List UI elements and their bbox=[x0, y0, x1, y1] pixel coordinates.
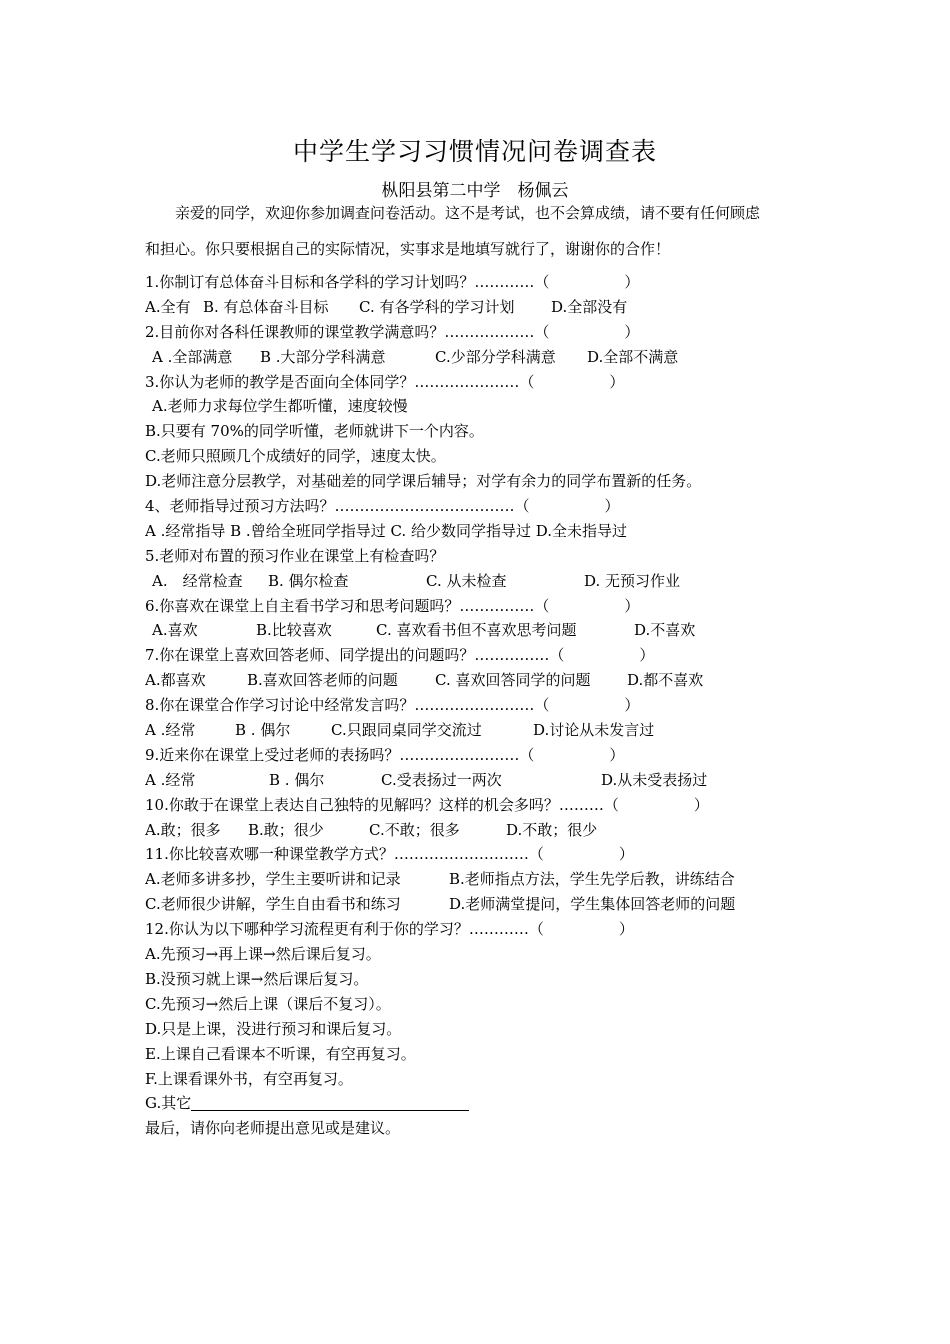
option-c: C. 有各学科的学习计划 bbox=[359, 297, 515, 316]
option-b: B. 有总体奋斗目标 bbox=[203, 297, 329, 316]
question-10: 10.你敢于在课堂上表达自己独特的见解吗？这样的机会多吗？………（ ） bbox=[145, 795, 709, 814]
question-9-options bbox=[145, 768, 825, 793]
question-2: 2.目前你对各科任课教师的课堂教学满意吗？………………（ ） bbox=[145, 322, 640, 341]
question-3-option-d: D.老师注意分层教学，对基础差的同学课后辅导；对学有余力的同学布置新的任务。 bbox=[145, 472, 702, 491]
option-c: C. 喜欢回答同学的问题 bbox=[435, 671, 591, 690]
question-9: 9.近来你在课堂上受过老师的表扬吗？……………………（ ） bbox=[145, 745, 625, 764]
question-3-option-b: B.只要有 70%的同学听懂，老师就讲下一个内容。 bbox=[145, 422, 484, 441]
question-1: 1.你制订有总体奋斗目标和各学科的学习计划吗？…………（ ） bbox=[145, 273, 640, 291]
option-a: A.全有 bbox=[145, 297, 191, 316]
option-d: D.全部没有 bbox=[551, 297, 628, 316]
question-12-option-f: F.上课看课外书，有空再复习。 bbox=[145, 1069, 353, 1088]
option-b: B. 偶尔检查 bbox=[268, 571, 349, 590]
question-7: 7.你在课堂上喜欢回答老师、同学提出的问题吗？……………（ ） bbox=[145, 646, 655, 665]
option-d: D.讨论从未发言过 bbox=[533, 721, 655, 740]
option-a: A.老师多讲多抄，学生主要听讲和记录 bbox=[145, 870, 401, 889]
option-b: B.敢；很少 bbox=[248, 820, 324, 839]
question-12-option-d: D.只是上课，没进行预习和课后复习。 bbox=[145, 1019, 402, 1038]
closing-line: 最后，请你向老师提出意见或是建议。 bbox=[145, 1119, 401, 1138]
option-c: C. 喜欢看书但不喜欢思考问题 bbox=[376, 621, 577, 640]
option-c: C. 从未检查 bbox=[426, 571, 507, 590]
option-d: D.不喜欢 bbox=[634, 621, 696, 640]
option-g-label: G.其它 bbox=[145, 1094, 192, 1113]
option-c: C.只跟同桌同学交流过 bbox=[331, 721, 482, 740]
intro-paragraph-line-2: 和担心。你只要根据自己的实际情况，实事求是地填写就行了，谢谢你的合作！ bbox=[145, 240, 671, 258]
option-c: C.少部分学科满意 bbox=[435, 347, 556, 366]
question-6: 6.你喜欢在课堂上自主看书学习和思考问题吗？……………（ ） bbox=[145, 596, 640, 615]
question-4-options: A .经常指导 B .曾给全班同学指导过 C. 给少数同学指导过 D.全未指导过 bbox=[145, 521, 627, 540]
author-line: 枞阳县第二中学 杨佩云 bbox=[381, 181, 569, 201]
question-8: 8.你在课堂合作学习讨论中经常发言吗？……………………（ ） bbox=[145, 696, 640, 715]
option-d: D.从未受表扬过 bbox=[601, 770, 708, 789]
question-list bbox=[145, 270, 825, 1141]
option-b: B.比较喜欢 bbox=[256, 621, 332, 640]
fill-in-blank[interactable] bbox=[191, 1094, 469, 1111]
page-title: 中学生学习习惯情况问卷调查表 bbox=[292, 137, 657, 166]
question-12-option-e: E.上课自己看课本不听课，有空再复习。 bbox=[145, 1044, 416, 1063]
question-10-options bbox=[145, 818, 825, 843]
option-a: A.都喜欢 bbox=[145, 671, 206, 690]
question-12: 12.你认为以下哪种学习流程更有利于你的学习？…………（ ） bbox=[145, 920, 634, 939]
option-d: D.全部不满意 bbox=[587, 347, 679, 366]
option-a: A.喜欢 bbox=[152, 621, 198, 640]
question-5: 5.老师对布置的预习作业在课堂上有检查吗？ bbox=[145, 546, 445, 565]
option-d: D.不敢；很少 bbox=[506, 820, 598, 839]
option-c: C.不敢；很多 bbox=[369, 820, 460, 839]
question-11-options-row-2 bbox=[145, 892, 825, 917]
question-5-options bbox=[145, 569, 825, 594]
question-11: 11.你比较喜欢哪一种课堂教学方式？………………………（ ） bbox=[145, 845, 634, 864]
question-3: 3.你认为老师的教学是否面向全体同学？…………………（ ） bbox=[145, 372, 625, 391]
option-a: A.敢；很多 bbox=[145, 820, 221, 839]
option-a: A .全部满意 bbox=[152, 347, 233, 366]
question-11-options-row-1 bbox=[145, 867, 825, 892]
question-12-option-g bbox=[145, 1091, 825, 1116]
option-a: A .经常 bbox=[145, 721, 196, 740]
option-d: D.都不喜欢 bbox=[627, 671, 704, 690]
option-b: B . 偶尔 bbox=[269, 770, 325, 789]
question-12-option-c: C.先预习→然后上课（课后不复习）。 bbox=[145, 994, 391, 1013]
question-1-options bbox=[145, 295, 825, 320]
option-d: D. 无预习作业 bbox=[584, 571, 681, 590]
option-a: A .经常 bbox=[145, 770, 196, 789]
option-b: B .大部分学科满意 bbox=[260, 347, 386, 366]
option-c: C.受表扬过一两次 bbox=[381, 770, 502, 789]
question-2-options bbox=[145, 345, 825, 370]
question-4: 4、老师指导过预习方法吗？………………………………（ ） bbox=[145, 497, 620, 516]
question-12-option-a: A.先预习→再上课→然后课后复习。 bbox=[145, 945, 381, 964]
intro-paragraph-line-1: 亲爱的同学，欢迎你参加调查问卷活动。这不是考试，也不会算成绩，请不要有任何顾虑 bbox=[175, 204, 761, 222]
option-b: B.喜欢回答老师的问题 bbox=[247, 671, 398, 690]
question-3-option-c: C.老师只照顾几个成绩好的同学，速度太快。 bbox=[145, 447, 446, 466]
option-c: C.老师很少讲解，学生自由看书和练习 bbox=[145, 895, 401, 914]
option-b: B . 偶尔 bbox=[235, 721, 291, 740]
question-12-option-b: B.没预习就上课→然后课后复习。 bbox=[145, 969, 369, 988]
option-a: A. 经常检查 bbox=[152, 571, 243, 590]
option-b: B.老师指点方法，学生先学后教，讲练结合 bbox=[449, 870, 735, 889]
option-d: D.老师满堂提问，学生集体回答老师的问题 bbox=[449, 895, 736, 914]
question-8-options bbox=[145, 718, 825, 743]
question-7-options bbox=[145, 668, 825, 693]
question-6-options bbox=[145, 618, 825, 643]
question-3-option-a: A.老师力求每位学生都听懂，速度较慢 bbox=[152, 397, 408, 416]
